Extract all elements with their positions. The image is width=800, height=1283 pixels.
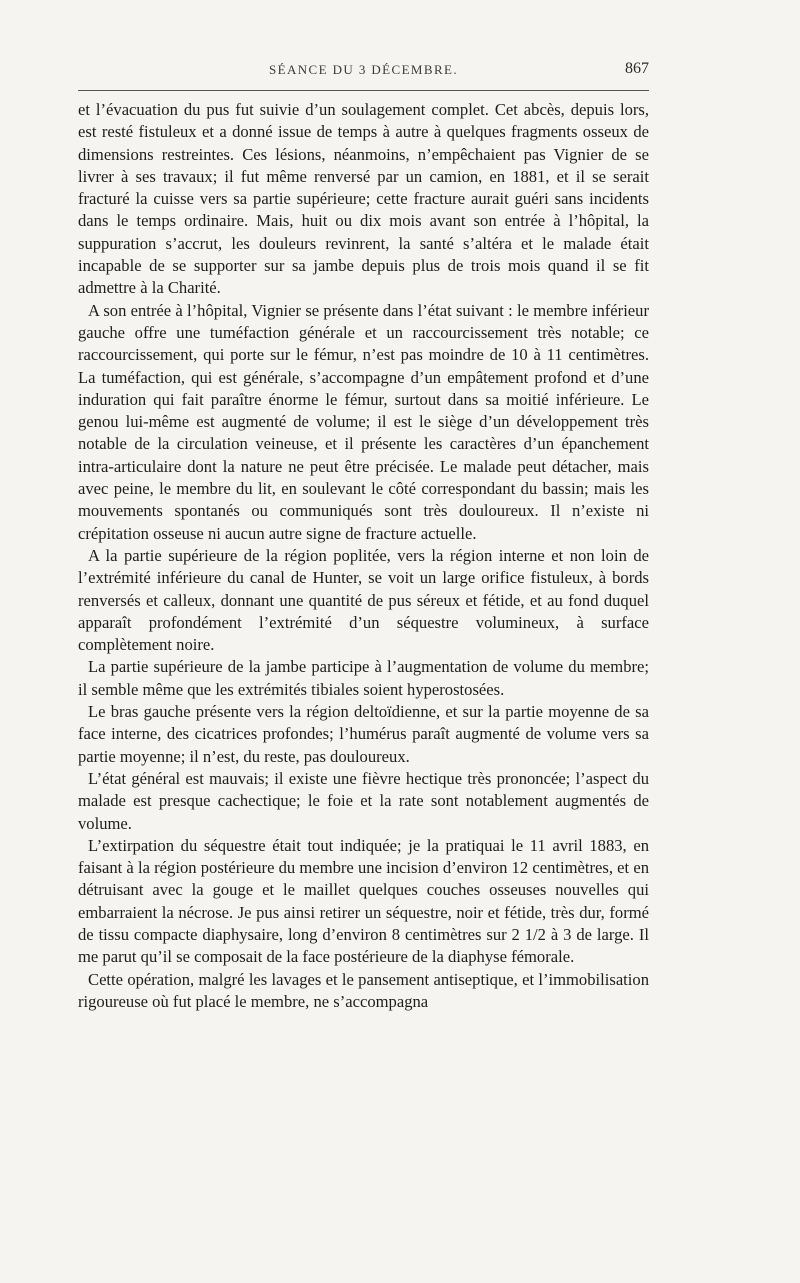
paragraph: Cette opération, malgré les lavages et le pansement antiseptique, et l’immobilisation rigoureuse où fut placé le membre, ne s’accompagna — [78, 969, 649, 1011]
paragraph: A son entrée à l’hôpital, Vignier se présente dans l’état suivant : le membre inférieur gauche offre une tuméfaction générale et un raccourcissement très notable; ce raccourcissement, qui porte sur le fémur, n’est pas moindre de 10 à 11 centimètres. La tuméfaction, qui est générale, s’accompagne d’un empâtement profond et d’une induration qui fait paraître énorme le fémur, surtout dans sa moitié inférieure. Le genou lui-même est augmenté de volume; il est le siège d’un développement très notable de la circulation veineuse, et il présente les caractères d’un épanchement intra-articulaire dont la nature ne peut être précisée. Le malade peut détacher, mais avec peine, le membre du lit, en soulevant le côté correspondant du bassin; mais les mouvements spontanés ou communiqués sont très douloureux. Il n’existe ni crépitation osseuse ni aucun autre signe de fracture actuelle. — [78, 300, 649, 543]
page-number: 867 — [625, 60, 649, 77]
body-text — [78, 99, 649, 1013]
paragraph: Le bras gauche présente vers la région deltoïdienne, et sur la partie moyenne de sa face interne, des cicatrices profondes; l’humérus paraît augmenté de volume vers sa partie moyenne; il n’est, du reste, pas douloureux. — [78, 702, 649, 766]
running-header — [78, 60, 649, 84]
paragraph: L’état général est mauvais; il existe une fièvre hectique très prononcée; l’aspect du malade est presque cachectique; le foie et la rate sont notablement augmentés de volume. — [78, 768, 649, 833]
paragraph: A la partie supérieure de la région poplitée, vers la région interne et non loin de l’extrémité inférieure du canal de Hunter, se voit un large orifice fistuleux, à bords renversés et calleux, donnant une quantité de pus séreux et fétide, et au fond duquel apparaît profondément l’extrémité d’un séquestre volumineux, à surface complètement noire. — [78, 545, 649, 655]
header-title: SÉANCE DU 3 DÉCEMBRE. — [268, 62, 459, 77]
paragraph: L’extirpation du séquestre était tout indiquée; je la pratiquai le 11 avril 1883, en faisant à la région postérieure du membre une incision d’environ 12 centimètres, et en détruisant avec la gouge et le maillet quelques couches osseuses nouvelles qui embarraient la nécrose. Je pus ainsi retirer un séquestre, noir et fétide, très dur, formé de tissu compacte diaphysaire, long d’environ 8 centimètres sur 2 1/2 à 3 de large. Il me parut qu’il se composait de la face postérieure de la diaphyse fémorale. — [78, 835, 649, 967]
paragraph-continued: et l’évacuation du pus fut suivie d’un soulagement complet. Cet abcès, depuis lors, est resté fistuleux et a donné issue de temps à autre à quelques fragments osseux de dimensions restreintes. Ces lésions, néanmoins, n’empêchaient pas Vignier de se livrer à ses travaux; il fut même renversé par un camion, en 1881, et il se serait fracturé la cuisse vers sa partie supérieure; cette fracture aurait guéri sans incidents dans le temps ordinaire. Mais, huit ou dix mois avant son entrée à l’hôpital, la suppuration s’accrut, les douleurs revinrent, la santé s’altéra et le malade était incapable de se supporter sur sa jambe depuis plus de trois mois quand il se fit admettre à la Charité. — [78, 100, 649, 298]
paragraph: La partie supérieure de la jambe participe à l’augmentation de volume du membre; il semble même que les extrémités tibiales soient hyperostosées. — [78, 657, 649, 699]
header-rule — [78, 90, 649, 91]
